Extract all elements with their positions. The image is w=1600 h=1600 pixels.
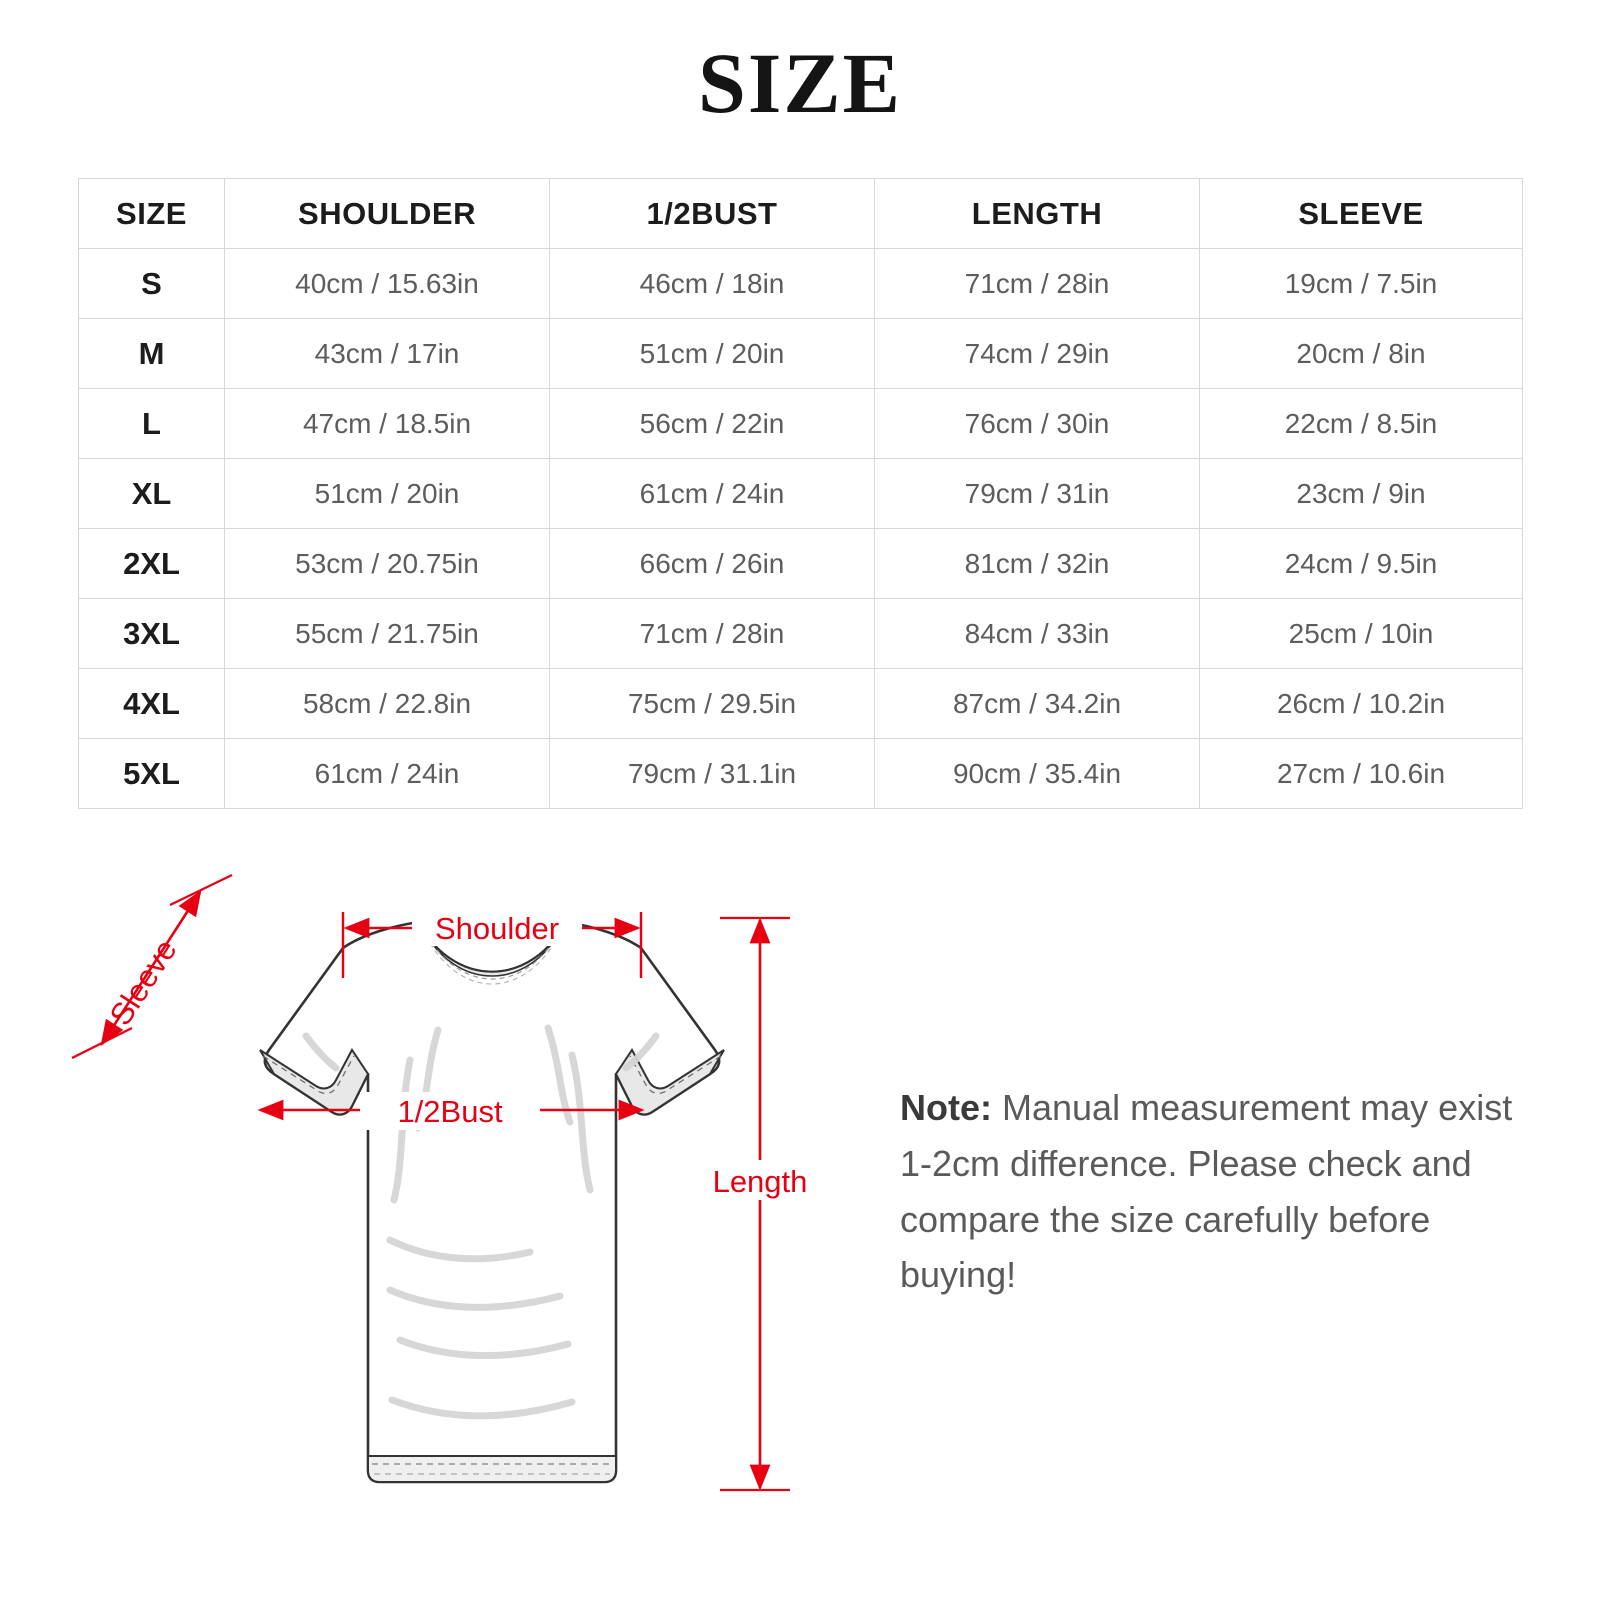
cell-size: M — [79, 319, 225, 389]
shoulder-label: Shoulder — [434, 911, 560, 946]
length-label: Length — [712, 1164, 808, 1199]
table-row — [79, 389, 1523, 459]
cell-size: 5XL — [79, 739, 225, 809]
cell-size: 3XL — [79, 599, 225, 669]
cell-bust: 56cm / 22in — [550, 389, 875, 459]
cell-sleeve: 25cm / 10in — [1200, 599, 1523, 669]
column-header-length: LENGTH — [875, 179, 1200, 249]
cell-size: XL — [79, 459, 225, 529]
bust-label: 1/2Bust — [397, 1094, 503, 1129]
length-dimension — [708, 918, 814, 1490]
cell-sleeve: 23cm / 9in — [1200, 459, 1523, 529]
column-header-bust: 1/2BUST — [550, 179, 875, 249]
table-row — [79, 739, 1523, 809]
cell-length: 76cm / 30in — [875, 389, 1200, 459]
cell-size: S — [79, 249, 225, 319]
cell-shoulder: 55cm / 21.75in — [225, 599, 550, 669]
table-header-row — [79, 179, 1523, 249]
table-row — [79, 249, 1523, 319]
cell-bust: 51cm / 20in — [550, 319, 875, 389]
cell-bust: 71cm / 28in — [550, 599, 875, 669]
cell-shoulder: 40cm / 15.63in — [225, 249, 550, 319]
size-table — [78, 178, 1523, 809]
cell-sleeve: 27cm / 10.6in — [1200, 739, 1523, 809]
size-table-container — [78, 178, 1522, 809]
cell-length: 74cm / 29in — [875, 319, 1200, 389]
cell-bust: 75cm / 29.5in — [550, 669, 875, 739]
cell-length: 84cm / 33in — [875, 599, 1200, 669]
cell-length: 79cm / 31in — [875, 459, 1200, 529]
column-header-size: SIZE — [79, 179, 225, 249]
column-header-shoulder: SHOULDER — [225, 179, 550, 249]
cell-sleeve: 24cm / 9.5in — [1200, 529, 1523, 599]
table-row — [79, 319, 1523, 389]
cell-length: 81cm / 32in — [875, 529, 1200, 599]
cell-sleeve: 19cm / 7.5in — [1200, 249, 1523, 319]
cell-shoulder: 53cm / 20.75in — [225, 529, 550, 599]
table-row — [79, 529, 1523, 599]
note-text: Manual measurement may exist 1-2cm difference. Please check and compare the size carefully before buying! — [900, 1087, 1513, 1296]
cell-sleeve: 20cm / 8in — [1200, 319, 1523, 389]
page-title: SIZE — [697, 35, 903, 131]
cell-size: 4XL — [79, 669, 225, 739]
measurement-diagram — [60, 860, 880, 1560]
cell-bust: 79cm / 31.1in — [550, 739, 875, 809]
cell-shoulder: 43cm / 17in — [225, 319, 550, 389]
cell-shoulder: 58cm / 22.8in — [225, 669, 550, 739]
tshirt-illustration — [260, 922, 724, 1482]
table-row — [79, 459, 1523, 529]
note-label: Note: — [900, 1087, 992, 1128]
cell-sleeve: 26cm / 10.2in — [1200, 669, 1523, 739]
cell-shoulder: 51cm / 20in — [225, 459, 550, 529]
cell-length: 90cm / 35.4in — [875, 739, 1200, 809]
cell-shoulder: 47cm / 18.5in — [225, 389, 550, 459]
cell-size: 2XL — [79, 529, 225, 599]
cell-length: 87cm / 34.2in — [875, 669, 1200, 739]
cell-shoulder: 61cm / 24in — [225, 739, 550, 809]
cell-bust: 46cm / 18in — [550, 249, 875, 319]
cell-size: L — [79, 389, 225, 459]
table-row — [79, 669, 1523, 739]
note-block — [900, 1080, 1550, 1303]
table-row — [79, 599, 1523, 669]
sleeve-label: Sleeve — [102, 932, 184, 1032]
cell-bust: 66cm / 26in — [550, 529, 875, 599]
cell-length: 71cm / 28in — [875, 249, 1200, 319]
column-header-sleeve: SLEEVE — [1200, 179, 1523, 249]
cell-sleeve: 22cm / 8.5in — [1200, 389, 1523, 459]
cell-bust: 61cm / 24in — [550, 459, 875, 529]
sleeve-dimension — [72, 875, 232, 1058]
